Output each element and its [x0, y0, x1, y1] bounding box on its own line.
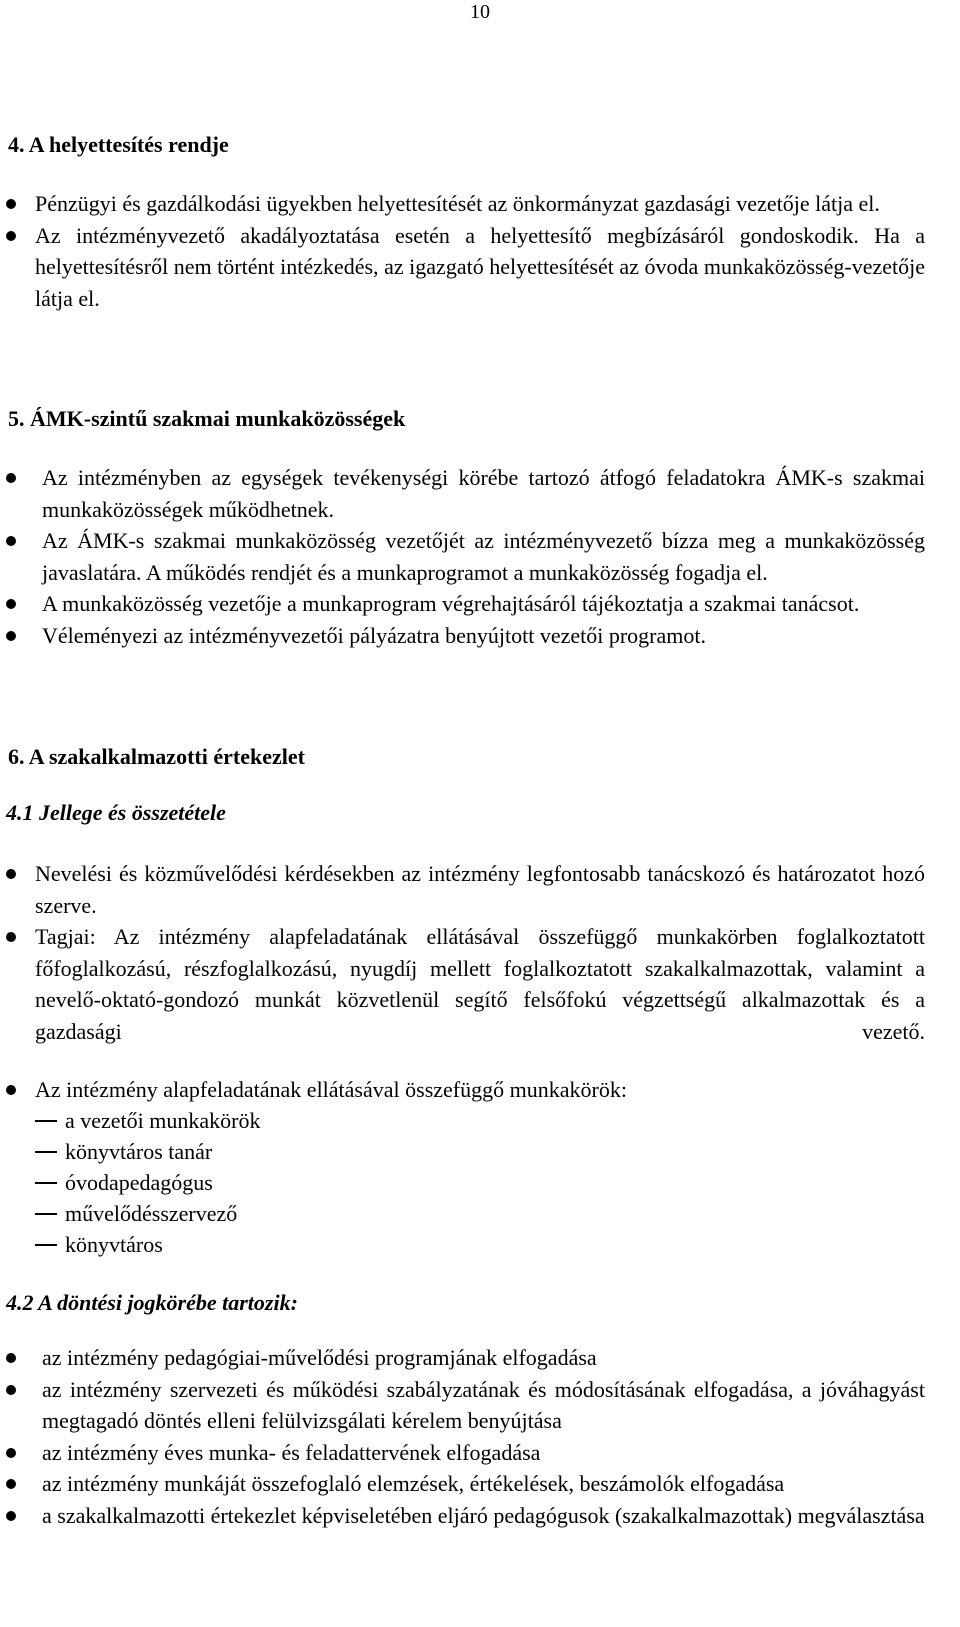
bullet-icon	[6, 1353, 16, 1363]
bullet-icon	[6, 1448, 16, 1458]
subsection-4-1-list	[0, 858, 925, 1047]
page-number: 10	[470, 1, 490, 23]
bullet-icon	[6, 1085, 16, 1095]
bullet-icon	[6, 1511, 16, 1521]
role-item: könyvtáros	[0, 1229, 865, 1260]
role-item: a vezetői munkakörök	[0, 1105, 865, 1136]
dash-icon	[35, 1213, 57, 1215]
list-item: az intézmény szervezeti és működési szabályzatának és módosításának elfogadása, a jóváhagyást megtagadó döntés elleni felülvizsgálati kérelem benyújtása	[0, 1374, 925, 1437]
role-item: művelődésszervező	[0, 1198, 865, 1229]
bullet-icon	[6, 199, 16, 209]
list-item: a szakalkalmazotti értekezlet képviseletében eljáró pedagógusok (szakalkalmazottak) megválasztása	[0, 1500, 925, 1532]
bullet-icon	[6, 599, 16, 609]
list-item: az intézmény munkáját összefoglaló elemzések, értékelések, beszámolók elfogadása	[0, 1468, 925, 1500]
subsection-heading-4-1: 4.1 Jellege és összetétele	[6, 800, 226, 825]
dash-icon	[35, 1151, 57, 1153]
subsection-4-2-list	[0, 1342, 925, 1531]
bullet-icon	[6, 536, 16, 546]
section-4-list	[0, 188, 925, 314]
dash-icon	[35, 1182, 57, 1184]
bullet-icon	[6, 473, 16, 483]
list-item: Az intézményvezető akadályoztatása esetén a helyettesítő megbízásáról gondoskodik. Ha a helyettesítésről nem történt intézkedés, az igazgató helyettesítését az óvoda munkaközösség-vezetője látja el.	[0, 220, 925, 315]
dash-icon	[35, 1244, 57, 1246]
role-item: óvodapedagógus	[0, 1167, 865, 1198]
section-5-list	[0, 462, 925, 651]
list-item: Az ÁMK-s szakmai munkaközösség vezetőjét az intézményvezető bízza meg a munkaközösség javaslatára. A működés rendjét és a munkaprogramot a munkaközösség fogadja el.	[0, 525, 925, 588]
section-heading-5: 5. ÁMK-szintű szakmai munkaközösségek	[8, 406, 406, 431]
role-item: könyvtáros tanár	[0, 1136, 865, 1167]
bullet-icon	[6, 631, 16, 641]
roles-list	[0, 1105, 865, 1260]
subsection-4-1-roles-intro	[0, 1074, 925, 1106]
dash-icon	[35, 1120, 57, 1122]
bullet-icon	[6, 231, 16, 241]
list-item: Nevelési és közművelődési kérdésekben az intézmény legfontosabb tanácskozó és határozatot hozó szerve.	[0, 858, 925, 921]
list-item: Az intézmény alapfeladatának ellátásával összefüggő munkakörök:	[0, 1074, 925, 1106]
section-heading-4: 4. A helyettesítés rendje	[8, 132, 229, 157]
list-item: Az intézményben az egységek tevékenységi körébe tartozó átfogó feladatokra ÁMK-s szakmai munkaközösségek működhetnek.	[0, 462, 925, 525]
list-item: A munkaközösség vezetője a munkaprogram végrehajtásáról tájékoztatja a szakmai tanácsot.	[0, 588, 925, 620]
bullet-icon	[6, 1385, 16, 1395]
subsection-heading-4-2: 4.2 A döntési jogkörébe tartozik:	[6, 1290, 298, 1315]
section-heading-6: 6. A szakalkalmazotti értekezlet	[8, 744, 305, 769]
list-item: az intézmény pedagógiai-művelődési programjának elfogadása	[0, 1342, 925, 1374]
list-item: Pénzügyi és gazdálkodási ügyekben helyettesítését az önkormányzat gazdasági vezetője látja el.	[0, 188, 925, 220]
bullet-icon	[6, 1479, 16, 1489]
bullet-icon	[6, 869, 16, 879]
list-item: az intézmény éves munka- és feladattervének elfogadása	[0, 1437, 925, 1469]
bullet-icon	[6, 932, 16, 942]
list-item: Tagjai: Az intézmény alapfeladatának ellátásával összefüggő munkakörben foglalkoztatott főfoglalkozású, részfoglalkozású, nyugdíj mellett foglalkoztatott szakalkalmazottak, valamint a nevelő-oktató-gondozó munkát közvetlenül segítő felsőfokú végzettségű alkalmazottak és a gazdasági vezető.	[0, 921, 925, 1047]
list-item: Véleményezi az intézményvezetői pályázatra benyújtott vezetői programot.	[0, 620, 925, 652]
